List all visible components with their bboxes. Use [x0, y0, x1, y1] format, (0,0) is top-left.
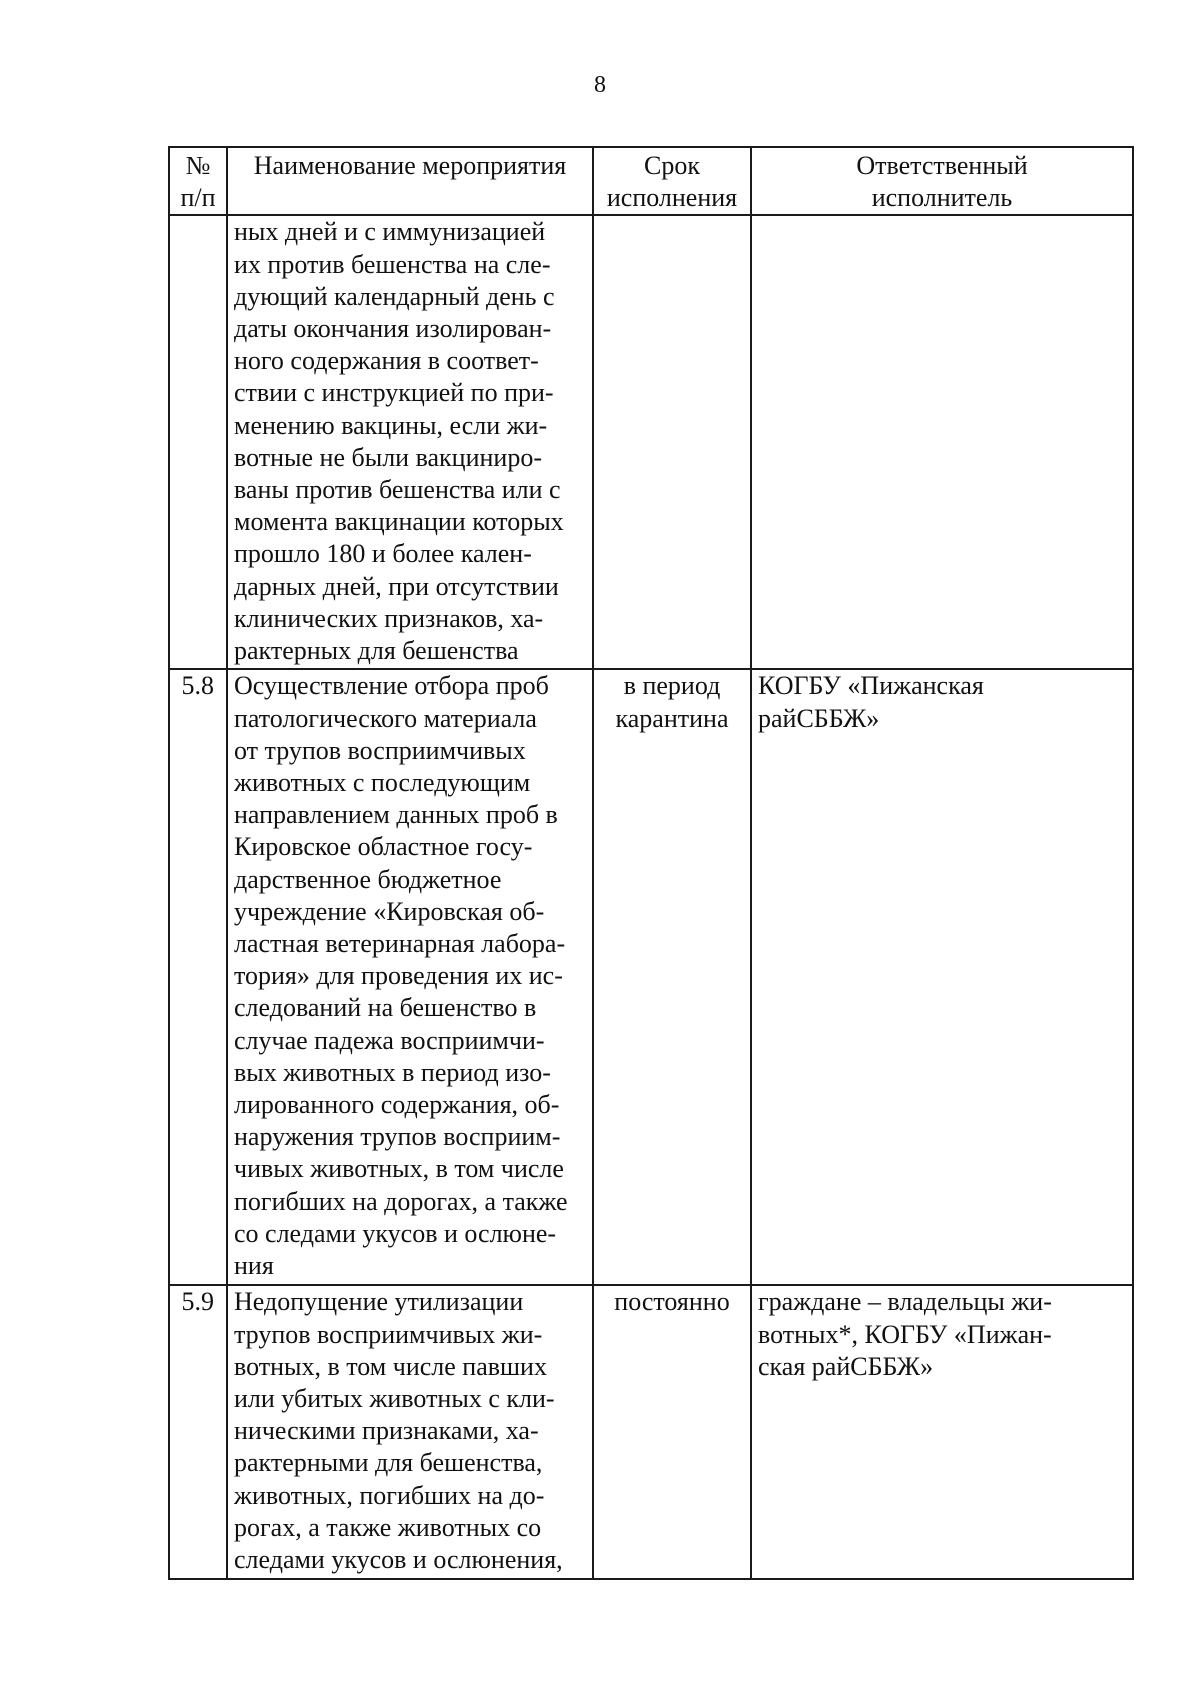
header-term — [593, 147, 751, 215]
cell-line: трупов восприимчивых жи- — [234, 1319, 543, 1349]
cell-line: следами укусов и ослюнения, — [234, 1545, 563, 1575]
table-header-row — [169, 147, 1133, 215]
cell-line: тория» для проведения их ис- — [234, 961, 563, 991]
cell-line: ническими признаками, ха- — [234, 1416, 539, 1446]
header-responsible-line: Ответственный — [856, 151, 1028, 180]
table-row — [169, 1285, 1133, 1579]
cell-line: следований на бешенство в — [234, 993, 537, 1023]
header-num — [169, 147, 227, 215]
cell-line: карантина — [615, 703, 729, 733]
cell-line: ствии с инструкцией по при- — [234, 378, 554, 408]
cell-line: Кировское областное госу- — [234, 832, 533, 862]
cell-line: рактерных для бешенства — [234, 636, 519, 666]
cell-line: КОГБУ «Пижанская — [758, 671, 984, 701]
table-row — [169, 215, 1133, 669]
cell-line: ных дней и с иммунизацией — [234, 217, 546, 247]
cell-line: в период — [623, 671, 721, 701]
cell-num — [169, 215, 227, 669]
cell-line: их против бешенства на сле- — [234, 249, 551, 279]
cell-line: от трупов восприимчивых — [234, 735, 526, 765]
header-term-line: исполнения — [606, 183, 738, 213]
cell-line: со следами укусов и ослюне- — [234, 1218, 557, 1248]
cell-line: вотных, в том числе павших — [234, 1351, 547, 1381]
cell-line: или убитых животных с кли- — [234, 1384, 555, 1414]
header-name — [227, 147, 593, 215]
cell-line: момента вакцинации которых — [234, 507, 564, 537]
cell-line: дарственное бюджетное — [234, 864, 502, 894]
header-term-line: Срок — [644, 151, 700, 180]
cell-name — [227, 669, 593, 1285]
cell-line: ластная ветеринарная лабора- — [234, 929, 566, 959]
header-num-line: п/п — [180, 183, 216, 213]
cell-line: чивых животных, в том числе — [234, 1154, 564, 1184]
cell-line: рактерными для бешенства, — [234, 1448, 543, 1478]
cell-line: ния — [234, 1251, 274, 1281]
cell-line: вотных*, КОГБУ «Пижан- — [758, 1319, 1052, 1349]
cell-line: погибших на дорогах, а также — [234, 1186, 568, 1216]
cell-line: вых животных в период изо- — [234, 1057, 551, 1087]
cell-line: граждане – владельцы жи- — [758, 1287, 1052, 1317]
cell-num: 5.8 — [169, 669, 227, 1285]
cell-line: даты окончания изолирован- — [234, 314, 552, 344]
cell-line: райСББЖ» — [758, 703, 880, 733]
cell-line: Осуществление отбора проб — [234, 671, 549, 701]
header-name-line: Наименование мероприятия — [253, 151, 567, 180]
cell-line: ская райСББЖ» — [758, 1351, 934, 1381]
measures-table — [168, 146, 1134, 1580]
cell-responsible — [751, 669, 1133, 1285]
cell-line: ного содержания в соответ- — [234, 346, 539, 376]
cell-line: ваны против бешенства или с — [234, 475, 561, 505]
cell-line: менению вакцины, если жи- — [234, 410, 548, 440]
cell-line: направлением данных проб в — [234, 800, 558, 830]
cell-line: животных, погибших на до- — [234, 1480, 545, 1510]
cell-name — [227, 215, 593, 669]
cell-responsible — [751, 1285, 1133, 1579]
cell-line: животных с последующим — [234, 768, 531, 798]
cell-line: клинических признаков, ха- — [234, 603, 544, 633]
cell-name — [227, 1285, 593, 1579]
cell-line: рогах, а также животных со — [234, 1512, 542, 1542]
header-num-line: № — [185, 151, 211, 180]
page-number: 8 — [594, 72, 606, 98]
cell-line: случае падежа восприимчи- — [234, 1025, 545, 1055]
cell-line: Недопущение утилизации — [234, 1287, 524, 1317]
cell-line: постоянно — [614, 1287, 730, 1317]
cell-term — [593, 215, 751, 669]
table-row — [169, 669, 1133, 1285]
cell-line: учреждение «Кировская об- — [234, 896, 545, 926]
header-responsible — [751, 147, 1133, 215]
cell-line: дарных дней, при отсутствии — [234, 571, 559, 601]
cell-term — [593, 669, 751, 1285]
cell-line: дующий календарный день с — [234, 281, 555, 311]
cell-responsible — [751, 215, 1133, 669]
cell-line: наружения трупов восприим- — [234, 1122, 561, 1152]
header-responsible-line: исполнитель — [871, 183, 1013, 213]
cell-line: прошло 180 и более кален- — [234, 539, 532, 569]
cell-line: вотные не были вакциниро- — [234, 442, 543, 472]
cell-line: лированного содержания, об- — [234, 1090, 560, 1120]
cell-line: патологического материала — [234, 703, 537, 733]
cell-num: 5.9 — [169, 1285, 227, 1579]
cell-term — [593, 1285, 751, 1579]
